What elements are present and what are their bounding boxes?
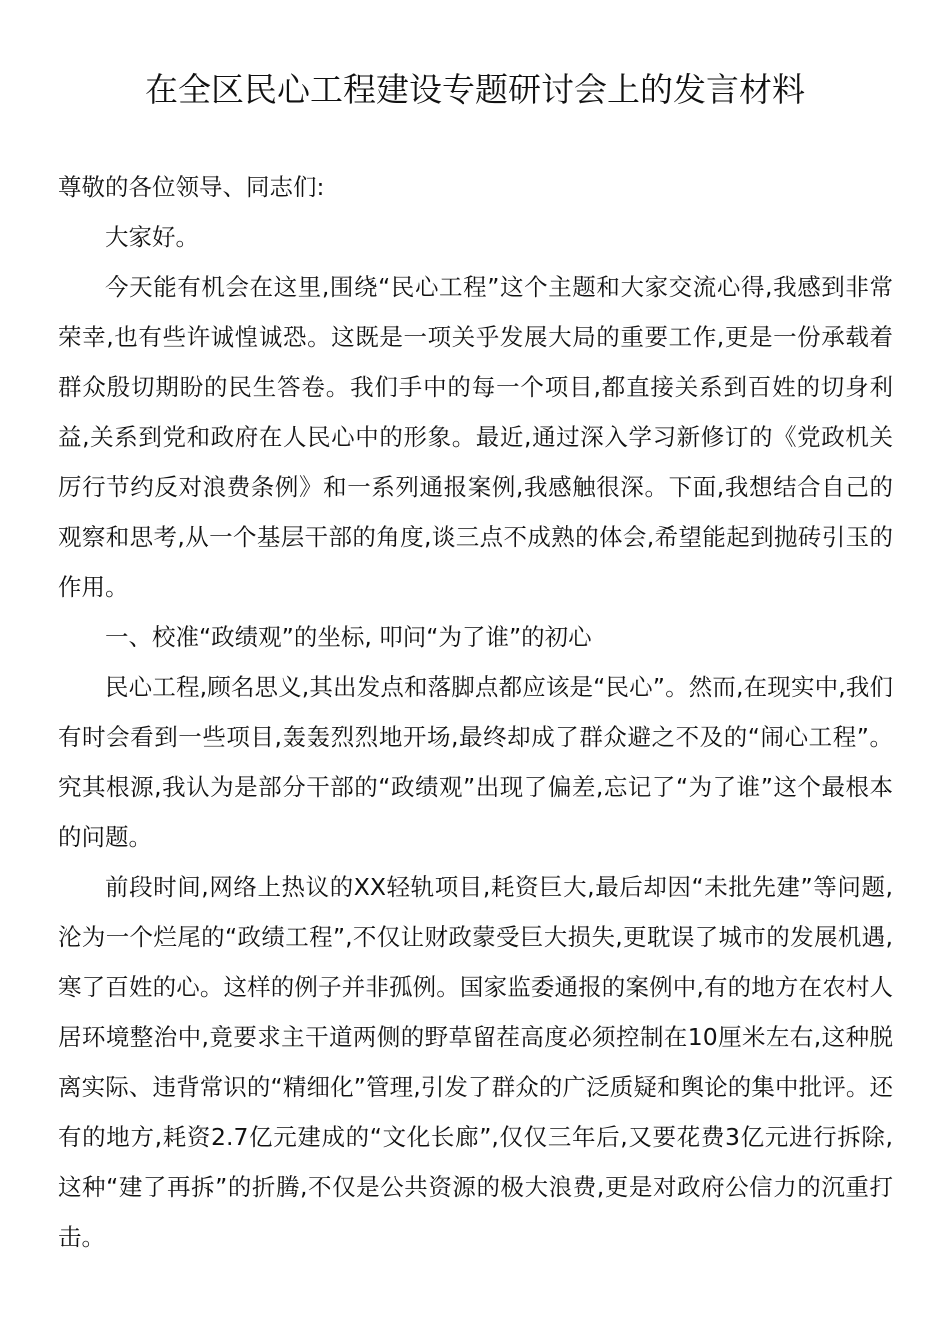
paragraph-section-1-a: 民心工程,顾名思义,其出发点和落脚点都应该是“民心”。然而,在现实中,我们有时会看到一些项目,轰轰烈烈地开场,最终却成了群众避之不及的“闹心工程”。究其根源,我认为是部分干部的“政绩观”出现了偏差,忘记了“为了谁”这个最根本的问题。	[58, 673, 893, 851]
section-heading-1: 一、校准“政绩观”的坐标, 叩问“为了谁”的初心	[105, 623, 592, 651]
document-title: 在全区民心工程建设专题研讨会上的发言材料	[145, 70, 805, 109]
greeting: 大家好。	[105, 223, 199, 251]
paragraph-section-1-b: 前段时间,网络上热议的XX轻轨项目,耗资巨大,最后却因“未批先建”等问题,沦为一个烂尾的“政绩工程”,不仅让财政蒙受巨大损失,更耽误了城市的发展机遇,寒了百姓的心。这样的例子并非孤例。国家监委通报的案例中,有的地方在农村人居环境整治中,竟要求主干道两侧的野草留茬高度必须控制在10厘米左右,这种脱离实际、违背常识的“精细化”管理,引发了群众的广泛质疑和舆论的集中批评。还有的地方,耗资2.7亿元建成的“文化长廊”,仅仅三年后,又要花费3亿元进行拆除,这种“建了再拆”的折腾,不仅是公共资源的极大浪费,更是对政府公信力的沉重打击。	[58, 873, 893, 1251]
salutation: 尊敬的各位领导、同志们:	[58, 173, 325, 201]
document-body	[58, 162, 893, 1262]
paragraph-intro: 今天能有机会在这里,围绕“民心工程”这个主题和大家交流心得,我感到非常荣幸,也有些许诚惶诚恐。这既是一项关乎发展大局的重要工作,更是一份承载着群众殷切期盼的民生答卷。我们手中的每一个项目,都直接关系到百姓的切身利益,关系到党和政府在人民心中的形象。最近,通过深入学习新修订的《党政机关厉行节约反对浪费条例》和一系列通报案例,我感触很深。下面,我想结合自己的观察和思考,从一个基层干部的角度,谈三点不成熟的体会,希望能起到抛砖引玉的作用。	[58, 273, 893, 601]
